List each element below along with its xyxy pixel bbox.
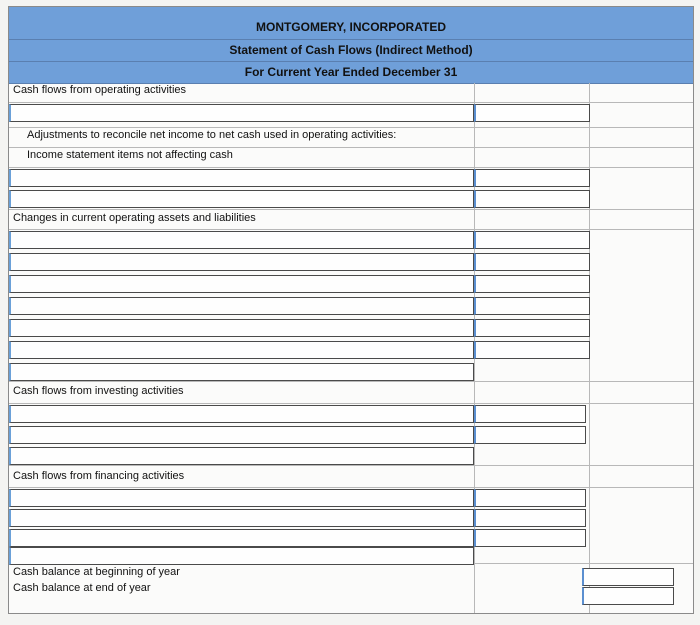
company-name: MONTGOMERY, INCORPORATED	[255, 20, 446, 34]
investing-desc-input-2[interactable]	[9, 426, 474, 444]
changes-desc-input-4[interactable]	[9, 297, 474, 315]
cash-end-amount-input[interactable]	[582, 587, 674, 605]
noncash-amount-input-2[interactable]	[474, 190, 590, 208]
financing-desc-input-1[interactable]	[9, 489, 474, 507]
operating-activities-label: Cash flows from operating activities	[13, 84, 187, 96]
financing-desc-input-4[interactable]	[9, 547, 474, 565]
changes-amount-input-4[interactable]	[474, 297, 590, 315]
grid-line	[9, 209, 693, 210]
changes-amount-input-6[interactable]	[474, 341, 590, 359]
investing-activities-label: Cash flows from investing activities	[13, 385, 184, 397]
grid-line	[9, 167, 693, 168]
noncash-desc-input-2[interactable]	[9, 190, 474, 208]
noncash-items-label: Income statement items not affecting cash	[27, 149, 233, 161]
changes-amount-input-2[interactable]	[474, 253, 590, 271]
noncash-desc-input-1[interactable]	[9, 169, 474, 187]
investing-desc-input-1[interactable]	[9, 405, 474, 423]
financing-activities-label: Cash flows from financing activities	[13, 470, 185, 482]
grid-line	[9, 102, 693, 103]
changes-desc-input-5[interactable]	[9, 319, 474, 337]
adjustments-label: Adjustments to reconcile net income to net cash used in operating activities:	[27, 129, 397, 141]
investing-amount-input-2[interactable]	[474, 426, 586, 444]
operating-amount-input-1[interactable]	[474, 104, 590, 122]
changes-desc-input-7[interactable]	[9, 363, 474, 381]
noncash-amount-input-1[interactable]	[474, 169, 590, 187]
financing-amount-input-1[interactable]	[474, 489, 586, 507]
cash-end-label: Cash balance at end of year	[13, 582, 151, 594]
cash-beginning-amount-input[interactable]	[582, 568, 674, 586]
statement-header	[9, 7, 693, 84]
changes-amount-input-5[interactable]	[474, 319, 590, 337]
financing-amount-input-2[interactable]	[474, 509, 586, 527]
grid-line	[9, 381, 693, 382]
statement-period: For Current Year Ended December 31	[9, 61, 693, 82]
financing-amount-input-3[interactable]	[474, 529, 586, 547]
changes-desc-input-6[interactable]	[9, 341, 474, 359]
investing-amount-input-1[interactable]	[474, 405, 586, 423]
changes-amount-input-1[interactable]	[474, 231, 590, 249]
statement-title: Statement of Cash Flows (Indirect Method)	[9, 39, 693, 60]
financing-desc-input-3[interactable]	[9, 529, 474, 547]
grid-line	[9, 403, 693, 404]
investing-desc-input-3[interactable]	[9, 447, 474, 465]
grid-line	[9, 229, 693, 230]
changes-desc-input-2[interactable]	[9, 253, 474, 271]
financing-desc-input-2[interactable]	[9, 509, 474, 527]
operating-changes-label: Changes in current operating assets and liabilities	[13, 212, 256, 224]
changes-amount-input-3[interactable]	[474, 275, 590, 293]
changes-desc-input-1[interactable]	[9, 231, 474, 249]
changes-desc-input-3[interactable]	[9, 275, 474, 293]
cash-flow-worksheet	[8, 6, 694, 614]
cash-beginning-label: Cash balance at beginning of year	[13, 566, 180, 578]
grid-line	[9, 487, 693, 488]
grid-line	[9, 465, 693, 466]
operating-desc-input-1[interactable]	[9, 104, 474, 122]
